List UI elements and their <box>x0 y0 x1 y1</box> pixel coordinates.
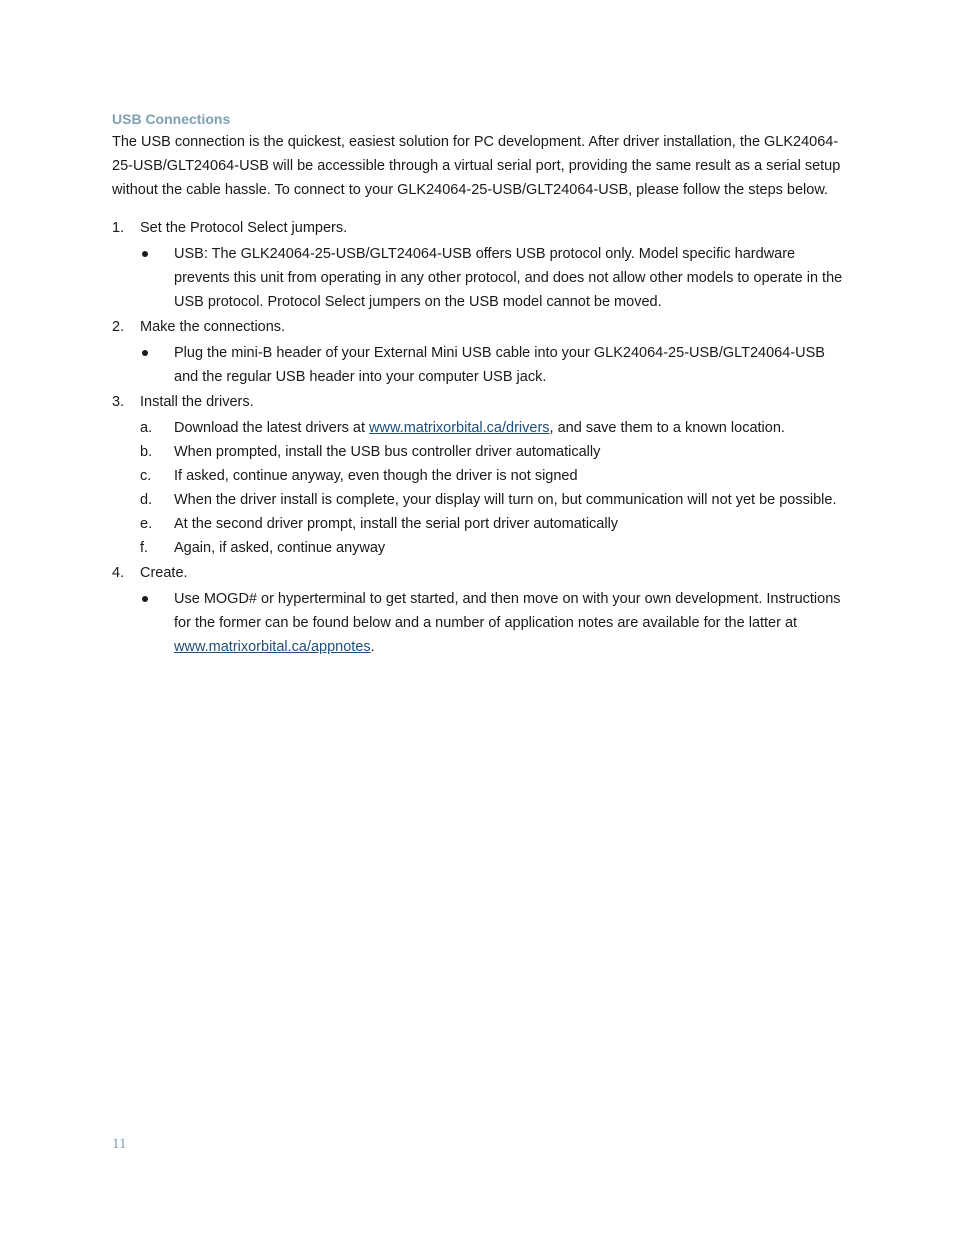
bullet-item <box>140 242 847 314</box>
bullet-icon <box>142 350 148 356</box>
substep-text: If asked, continue anyway, even though the driver is not signed <box>174 468 578 484</box>
step-number: 1. <box>112 220 125 236</box>
substep-text: At the second driver prompt, install the serial port driver automatically <box>174 516 619 532</box>
steps-list <box>112 216 847 659</box>
step-text: Set the Protocol Select jumpers. <box>140 220 348 236</box>
step-number: 2. <box>112 319 125 335</box>
step-item <box>112 216 847 314</box>
bullet-item <box>140 587 847 659</box>
step-text: Install the drivers. <box>140 394 254 410</box>
bullet-item <box>140 341 847 389</box>
step-bullets <box>140 341 847 389</box>
substep-item <box>140 512 847 536</box>
substep-text: When prompted, install the USB bus controller driver automatically <box>174 444 601 460</box>
step-item <box>112 315 847 389</box>
substep-text: Again, if asked, continue anyway <box>174 540 386 556</box>
substep-letter: c. <box>140 468 152 484</box>
substep-text-post: , and save them to a known location. <box>549 420 785 436</box>
page-number: 11 <box>112 1136 127 1152</box>
step-item <box>112 390 847 560</box>
bullet-text: Plug the mini-B header of your External Mini USB cable into your GLK24064-25-USB/GLT24064-USB and the regular USB header into your computer USB jack. <box>174 345 825 385</box>
substep-item <box>140 488 847 512</box>
substep-item <box>140 536 847 560</box>
substep-text: When the driver install is complete, your display will turn on, but communication will not yet be possible. <box>174 492 837 508</box>
appnotes-link[interactable]: www.matrixorbital.ca/appnotes <box>174 639 371 655</box>
step-bullets <box>140 242 847 314</box>
bullet-text-pre: Use MOGD# or hyperterminal to get started, and then move on with your own development. Instructions for the former can be found below and a number of application notes are available for the latter at <box>174 591 841 631</box>
substep-letter: b. <box>140 444 153 460</box>
intro-paragraph: The USB connection is the quickest, easiest solution for PC development. After driver installation, the GLK24064-25-USB/GLT24064-USB will be accessible through a virtual serial port, providing the same result as a serial setup without the cable hassle. To connect to your GLK24064-25-USB/GLT24064-USB, please follow the steps below. <box>112 134 841 198</box>
drivers-link[interactable]: www.matrixorbital.ca/drivers <box>369 420 550 436</box>
bullet-icon <box>142 251 148 257</box>
substep-item <box>140 464 847 488</box>
bullet-text: USB: The GLK24064-25-USB/GLT24064-USB offers USB protocol only. Model specific hardware prevents this unit from operating in any other protocol, and does not allow other models to operate in the USB protocol. Protocol Select jumpers on the USB model cannot be moved. <box>174 246 843 310</box>
step-text: Make the connections. <box>140 319 286 335</box>
step-substeps <box>140 416 847 560</box>
step-bullets <box>140 587 847 659</box>
document-page <box>112 108 847 660</box>
bullet-text-post: . <box>370 639 375 655</box>
substep-letter: e. <box>140 516 153 532</box>
bullet-icon <box>142 596 148 602</box>
step-number: 4. <box>112 565 125 581</box>
step-text: Create. <box>140 565 188 581</box>
step-number: 3. <box>112 394 125 410</box>
substep-letter: d. <box>140 492 153 508</box>
step-item <box>112 561 847 659</box>
substep-text-pre: Download the latest drivers at <box>174 420 370 436</box>
substep-item <box>140 440 847 464</box>
section-heading: USB Connections <box>112 111 231 127</box>
substep-letter: a. <box>140 420 153 436</box>
substep-letter: f. <box>140 540 149 556</box>
substep-item <box>140 416 847 440</box>
